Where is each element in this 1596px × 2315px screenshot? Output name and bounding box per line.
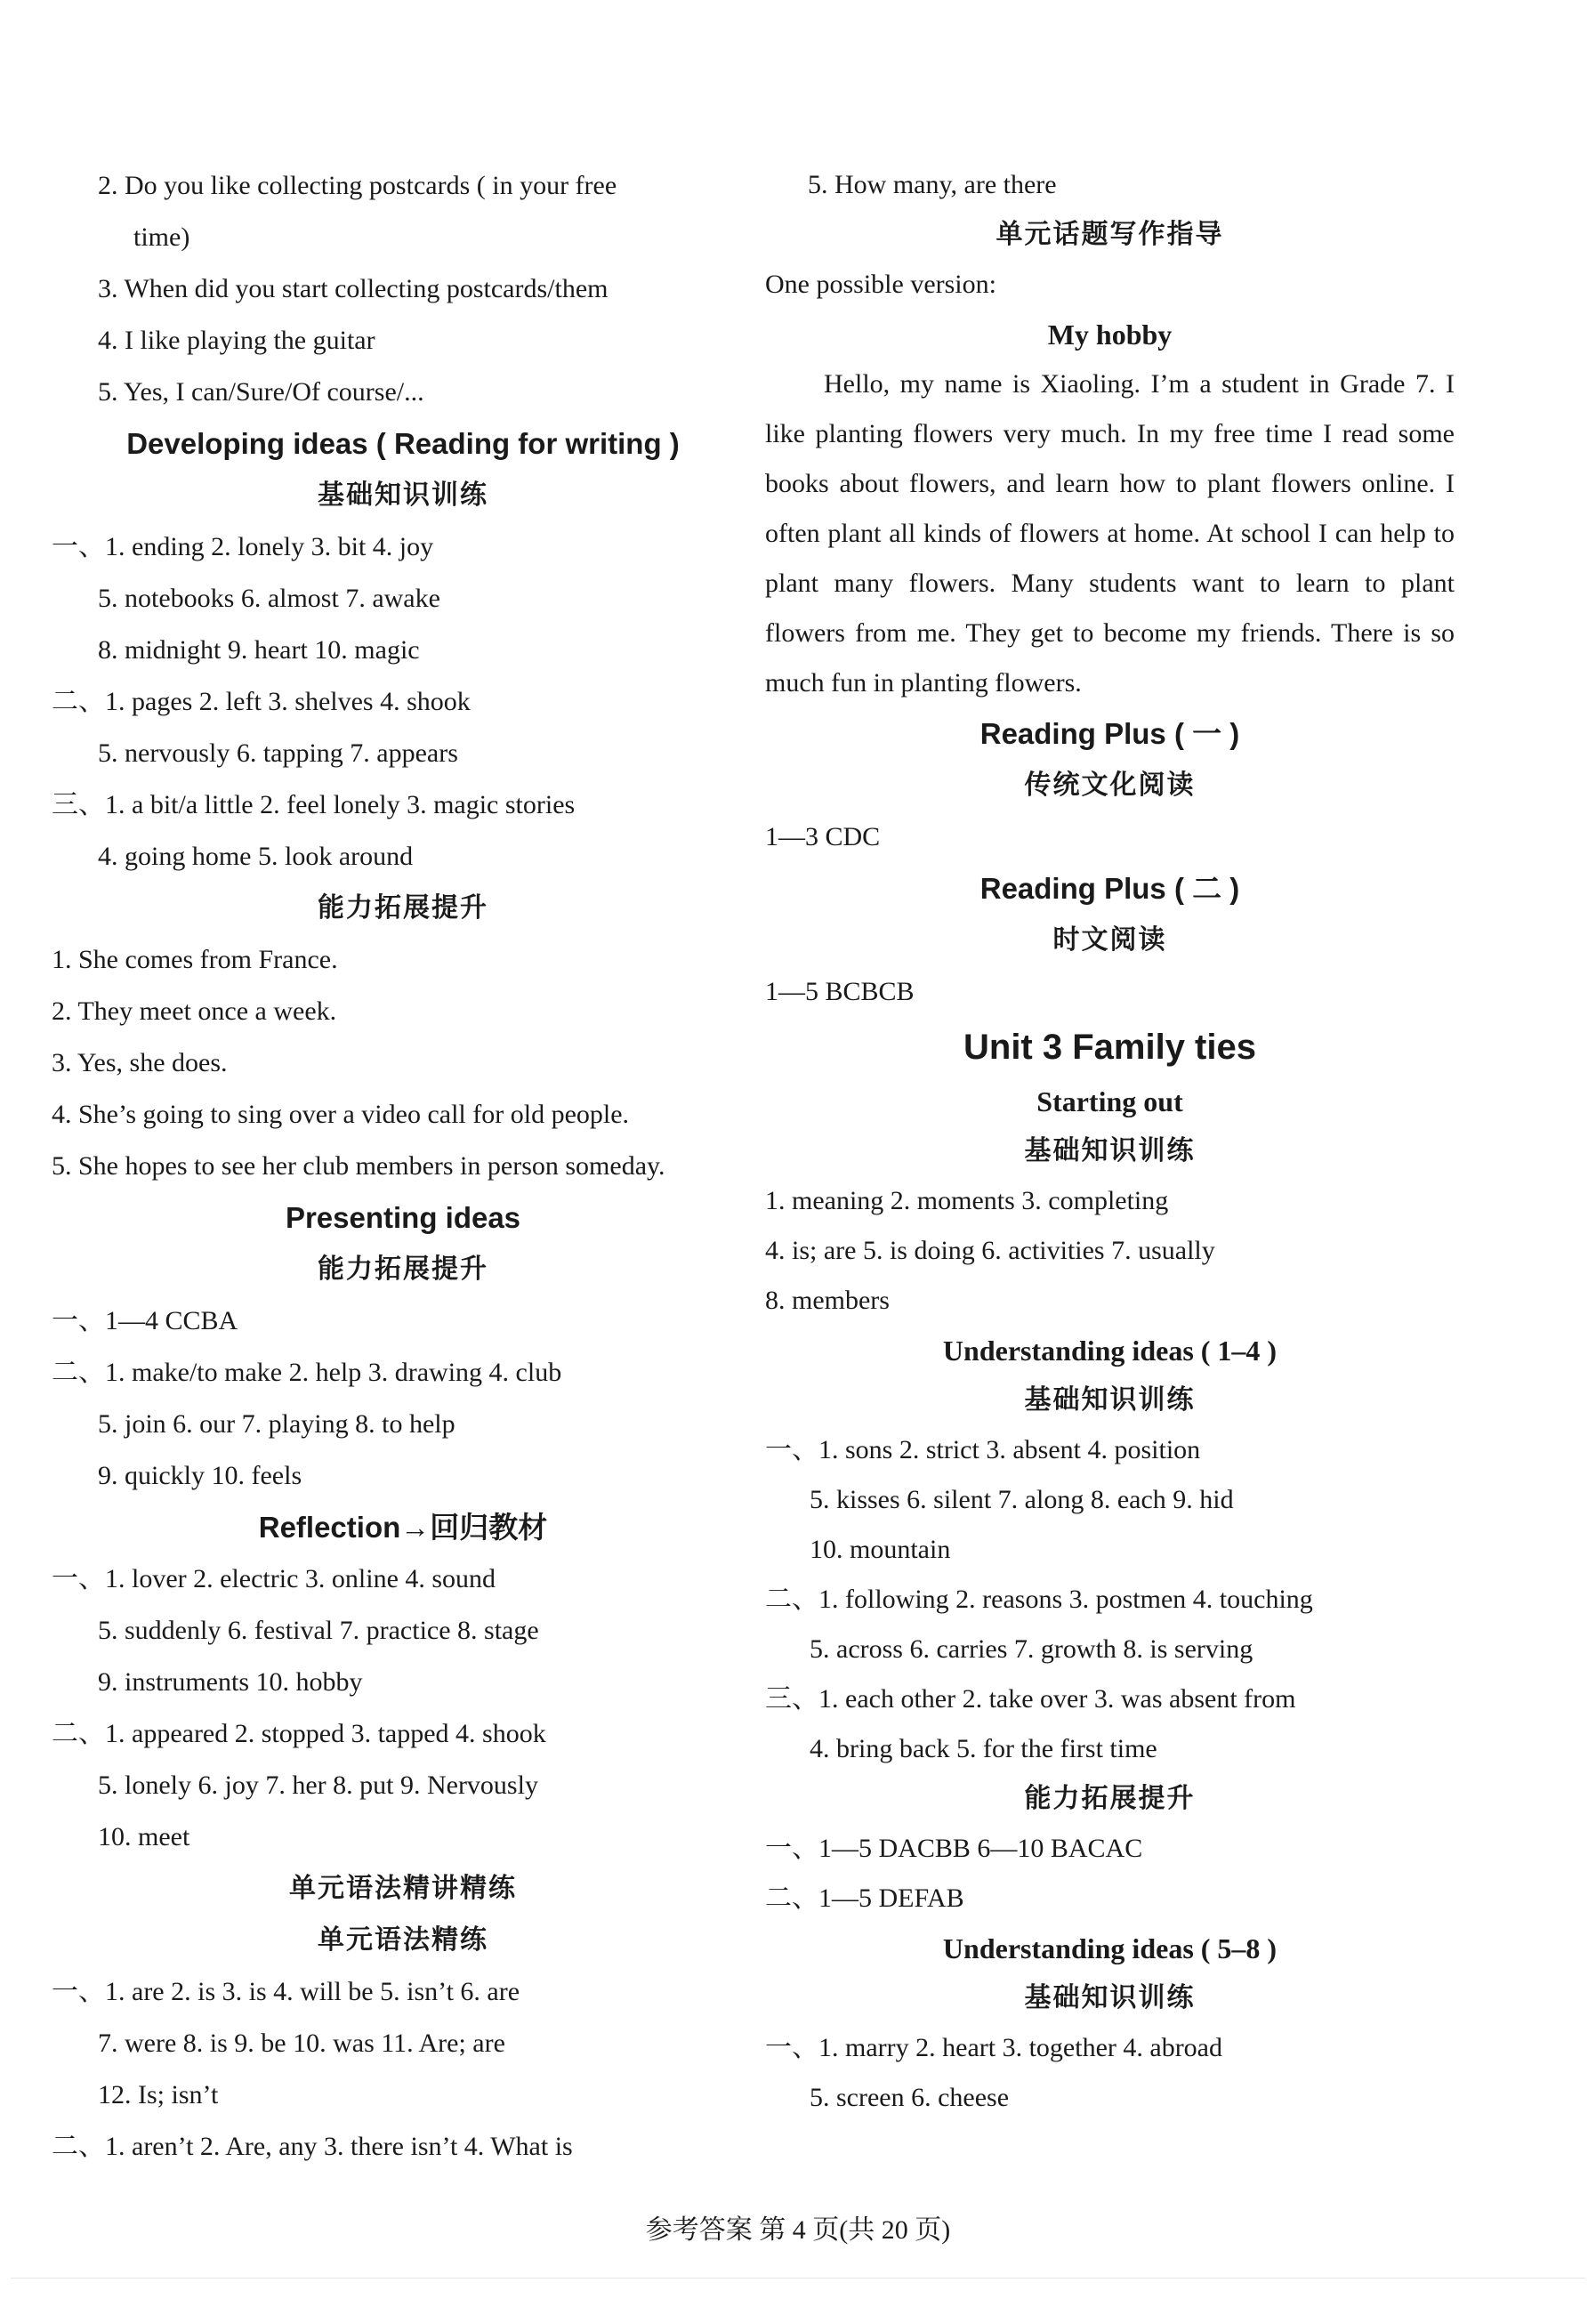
answer-line: 一、1. ending 2. lonely 3. bit 4. joy — [52, 532, 434, 561]
section-title-understanding-5-8: Understanding ideas ( 5–8 ) — [942, 1932, 1278, 1964]
left-column — [52, 160, 754, 2173]
subsection-title: 时文阅读 — [1052, 924, 1167, 956]
section-title-starting-out: Starting out — [1036, 1085, 1183, 1117]
right-column — [765, 160, 1455, 2123]
answer-line: 9. quickly 10. feels — [98, 1461, 302, 1490]
answer-line: 8. midnight 9. heart 10. magic — [98, 635, 420, 665]
answer-line: 4. is; are 5. is doing 6. activities 7. usually — [765, 1236, 1215, 1265]
answer-line: 4. bring back 5. for the first time — [810, 1734, 1157, 1763]
subsection-title: 能力拓展提升 — [318, 1254, 488, 1285]
answer-line: 1—3 CDC — [765, 822, 881, 851]
section-title-reading-plus-1: Reading Plus ( 一 ) — [979, 717, 1240, 750]
answer-line: 5. suddenly 6. festival 7. practice 8. stage — [98, 1616, 539, 1645]
section-title-grammar: 单元语法精讲精练 — [289, 1873, 517, 1904]
bottom-divider — [11, 2278, 1585, 2279]
subsection-title: 基础知识训练 — [1024, 1982, 1196, 2013]
answer-line: 三、1. each other 2. take over 3. was absent from — [765, 1684, 1296, 1714]
answer-line: 5. join 6. our 7. playing 8. to help — [98, 1409, 455, 1439]
subsection-title: 基础知识训练 — [1024, 1135, 1196, 1166]
answer-line: 2. They meet once a week. — [52, 996, 337, 1026]
writing-intro: One possible version: — [765, 270, 996, 299]
answer-line: 三、1. a bit/a little 2. feel lonely 3. magic stories — [52, 790, 576, 819]
answer-line: 二、1—5 DEFAB — [765, 1883, 964, 1913]
answer-line: 4. going home 5. look around — [98, 842, 414, 871]
section-title-understanding-1-4: Understanding ideas ( 1–4 ) — [942, 1335, 1278, 1367]
subsection-title: 传统文化阅读 — [1024, 770, 1196, 801]
answer-line: 二、1. appeared 2. stopped 3. tapped 4. shook — [52, 1719, 546, 1748]
page-footer: 参考答案 第 4 页(共 20 页) — [645, 2215, 951, 2245]
subsection-title: 基础知识训练 — [1024, 1384, 1196, 1416]
subsection-title: 能力拓展提升 — [1024, 1783, 1196, 1814]
answer-line: 5. notebooks 6. almost 7. awake — [98, 584, 440, 613]
answer-line: 5. nervously 6. tapping 7. appears — [98, 738, 458, 768]
answer-line: 4. She’s going to sing over a video call for old people. — [52, 1100, 630, 1129]
answer-line: 一、1—4 CCBA — [52, 1306, 238, 1335]
answer-line: 一、1—5 DACBB 6—10 BACAC — [765, 1834, 1143, 1863]
answer-line: 12. Is; isn’t — [98, 2080, 219, 2109]
answer-line: 10. meet — [98, 1822, 190, 1851]
answer-line: 二、1. aren’t 2. Are, any 3. there isn’t 4. What is — [52, 2132, 573, 2161]
answer-line: 8. members — [765, 1286, 890, 1315]
answer-line: 5. How many, are there — [808, 170, 1057, 199]
subsection-title: 能力拓展提升 — [318, 892, 488, 924]
answer-line: 4. I like playing the guitar — [98, 326, 375, 355]
answer-line: 3. When did you start collecting postcards/them — [98, 274, 609, 303]
answer-line: 5. Yes, I can/Sure/Of course/... — [98, 377, 424, 407]
answer-line: 9. instruments 10. hobby — [98, 1667, 363, 1697]
answer-line: 1—5 BCBCB — [765, 977, 915, 1006]
answer-line: 10. mountain — [810, 1535, 951, 1564]
unit-title: Unit 3 Family ties — [963, 1028, 1256, 1067]
subsection-title: 单元语法精练 — [318, 1924, 488, 1956]
section-title-writing: 单元话题写作指导 — [995, 219, 1224, 250]
answer-line: 5. kisses 6. silent 7. along 8. each 9. hid — [810, 1485, 1234, 1514]
answer-line: 7. were 8. is 9. be 10. was 11. Are; are — [98, 2029, 505, 2058]
answer-line: 二、1. pages 2. left 3. shelves 4. shook — [52, 687, 471, 716]
answer-line: 二、1. make/to make 2. help 3. drawing 4. club — [52, 1358, 562, 1387]
answer-line: 3. Yes, she does. — [52, 1048, 228, 1077]
answer-line: 2. Do you like collecting postcards ( in your free — [98, 171, 617, 200]
section-title-reflection: Reflection→回归教材 — [258, 1511, 548, 1544]
subsection-title: 基础知识训练 — [318, 480, 488, 511]
answer-line: time) — [133, 222, 190, 252]
section-title-reading-plus-2: Reading Plus ( 二 ) — [979, 872, 1240, 905]
answer-line: 5. lonely 6. joy 7. her 8. put 9. Nervously — [98, 1771, 538, 1800]
answer-line: 一、1. are 2. is 3. is 4. will be 5. isn’t 6. are — [52, 1977, 520, 2006]
answer-line: 一、1. marry 2. heart 3. together 4. abroad — [765, 2033, 1222, 2062]
section-title-developing: Developing ideas ( Reading for writing ) — [126, 427, 680, 460]
answer-line: 5. screen 6. cheese — [810, 2083, 1010, 2112]
answer-line: 5. across 6. carries 7. growth 8. is serving — [810, 1634, 1253, 1664]
answer-line: 一、1. lover 2. electric 3. online 4. sound — [52, 1564, 496, 1593]
essay-body: Hello, my name is Xiaoling. I’m a student in Grade 7. I like planting flowers very much. In my free time I read some books about flowers, and learn how to plant flowers online. I often plant all kinds of flowers at home. At school I can help to plant many flowers. Many students want to learn to plant flowers from me. They get to become my friends. There is so much fun in planting flowers. — [765, 369, 1455, 698]
answer-line: 5. She hopes to see her club members in person someday. — [52, 1151, 665, 1181]
answer-line: 二、1. following 2. reasons 3. postmen 4. touching — [765, 1585, 1313, 1614]
answer-line: 1. She comes from France. — [52, 945, 338, 974]
answer-line: 一、1. sons 2. strict 3. absent 4. position — [765, 1435, 1201, 1464]
answer-line: 1. meaning 2. moments 3. completing — [765, 1186, 1169, 1215]
essay-title: My hobby — [1047, 319, 1173, 351]
section-title-presenting: Presenting ideas — [285, 1201, 521, 1234]
